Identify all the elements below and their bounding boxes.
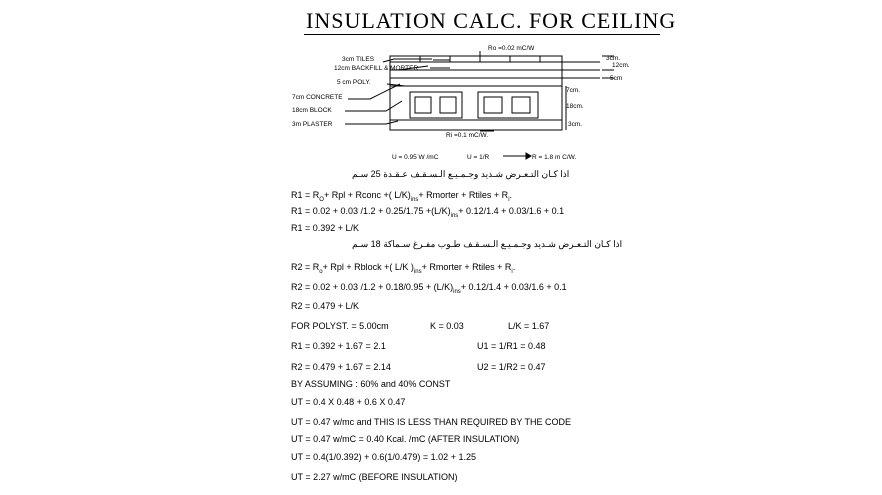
ri-label: Ri =0.1 mC/W.: [446, 132, 489, 139]
ceiling-section-diagram: [0, 0, 882, 170]
label-backfill: 12cm BACKFILL & MORTER: [334, 65, 419, 72]
lk-value: L/K = 1.67: [508, 321, 550, 331]
ut-after-insulation: UT = 0.47 w/mC = 0.40 Kcal. /mC (AFTER INSULATION): [291, 434, 520, 444]
ut-result: UT = 0.47 w/mc and THIS IS LESS THAN REQUIRED BY THE CODE: [291, 417, 572, 427]
right-label-5cm: 5cm: [610, 75, 623, 82]
right-label-3cm-bottom: 3cm.: [568, 121, 583, 128]
r-eq-left: U = 1/R: [467, 154, 490, 161]
polyst-thickness: FOR POLYST. = 5.00cm: [291, 321, 389, 331]
right-label-18cm: 18cm.: [566, 103, 584, 110]
right-label-7cm: 7cm.: [566, 87, 581, 94]
u-label: U = 0.95 W /mC: [392, 154, 439, 161]
r2-values: R2 = 0.02 + 0.03 $/1.2 + 0.18/0.95 + (L/K)_{ins}+ 0.12/1.4 + 0.03/1.6 + 0.1$: [291, 282, 567, 295]
right-label-3cm: 3cm.: [606, 55, 621, 62]
r2-formula: $R2 = R_o+$ Rpl + Rblock +( L/K )$_{ins}+$ Rmorter + Rtiles + $R_i$.: [291, 262, 516, 275]
r2-result: R2 = 0.479 + L/K: [291, 301, 360, 311]
r1-result: R1 = 0.392 + L/K: [291, 223, 360, 233]
r2-sum: R2 = 0.479 + 1.67 = 2.14: [291, 362, 391, 372]
r-eq-right: R = 1.8 m C/W.: [532, 154, 577, 161]
ut-equation: UT = 0.4 X 0.48 + 0.6 X 0.47: [291, 397, 406, 407]
right-label-12cm: 12cm.: [612, 62, 630, 69]
k-value: K = 0.03: [430, 321, 464, 331]
label-block: 18cm BLOCK: [292, 107, 332, 114]
label-poly: 5 cm POLY.: [337, 79, 371, 86]
r1-sum: R1 = 0.392 + 1.67 = 2.1: [291, 341, 386, 351]
label-tiles: 3cm TILES: [342, 56, 375, 63]
u1-value: U1 = 1/R1 = 0.48: [477, 341, 546, 351]
label-concrete: 7cm CONCRETE: [292, 94, 343, 101]
arabic-note-1: اذا كـان التـعـرض شـديد وجـمـيـع الـسـقـف عـقـدة 25 سـم: [352, 169, 570, 179]
assuming-note: BY ASSUMING : 60% and 40% CONST: [291, 379, 451, 389]
arabic-note-2: اذا كـان التـعـرض شـديد وجـمـيـع الـسـقـف طـوب مفـرغ سـماكة 18 سـم: [352, 239, 623, 249]
u2-value: U2 = 1/R2 = 0.47: [477, 362, 546, 372]
ut-before-calc: UT = 0.4(1/0.392) + 0.6(1/0.479) = 1.02 + 1.25: [291, 452, 476, 462]
r1-formula: $R1 = R_O+$ Rpl + Rconc +( $L/K)_{ins}+$ Rmorter + Rtiles + $R_i$.: [291, 190, 513, 203]
page-title: INSULATION CALC. FOR CEILING: [306, 8, 677, 33]
r1-values: R1 = 0.02 + 0.03 $/1.2 + 0.25/1.75 +(L/K)_{ins}+ 0.12/1.4 + 0.03/1.6 + 0.1$: [291, 206, 565, 219]
ut-before-insulation: UT = 2.27 w/mC (BEFORE INSULATION): [291, 472, 458, 482]
label-plaster: 3m PLASTER: [292, 121, 333, 128]
ro-label: Ro =0.02 mC/W: [488, 45, 535, 52]
